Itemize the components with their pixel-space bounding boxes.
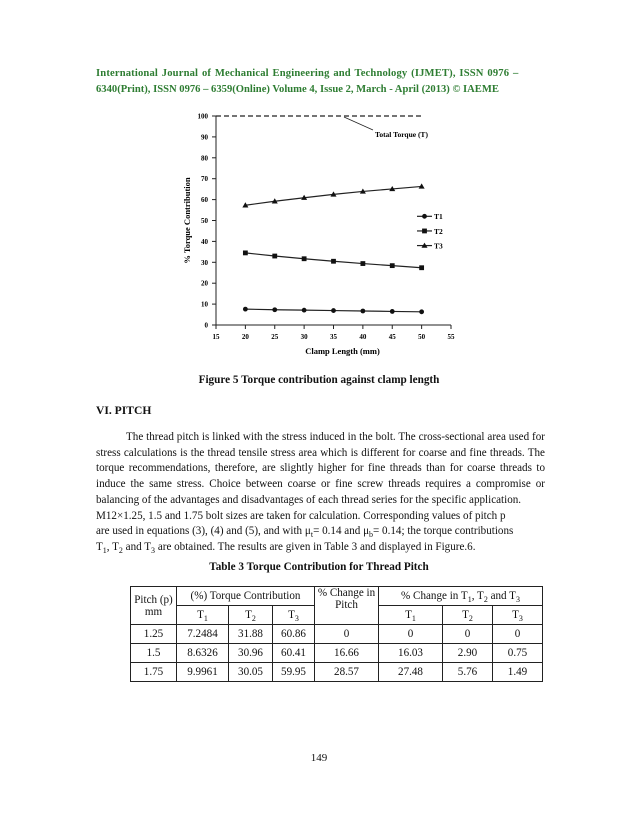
table-cell: 27.48 — [379, 663, 443, 682]
subscript: 1 — [411, 614, 416, 624]
text-fragment: T — [197, 609, 204, 621]
table-cell: 0 — [315, 625, 379, 644]
data-point-t2 — [302, 256, 307, 261]
table-cell: 7.2484 — [177, 625, 229, 644]
table-cell: 60.41 — [273, 644, 315, 663]
header-change-t — [379, 587, 543, 606]
x-tick-label: 30 — [300, 333, 308, 341]
table-cell: 16.03 — [379, 644, 443, 663]
y-axis-label: % Torque Contribution — [182, 177, 192, 264]
table-cell: 0 — [443, 625, 493, 644]
subscript: 1 — [467, 595, 472, 605]
figure-caption: Figure 5 Torque contribution against clamp length — [198, 374, 440, 386]
legend-marker-t2 — [422, 229, 427, 234]
subheader-change-t2 — [443, 606, 493, 625]
table-cell: 30.96 — [229, 644, 273, 663]
x-tick-label: 20 — [241, 333, 249, 341]
text-fragment: T — [462, 609, 469, 621]
text-fragment: , T — [106, 540, 119, 553]
table-cell: 1.5 — [131, 644, 177, 663]
x-tick-label: 25 — [271, 333, 279, 341]
text-fragment: T — [245, 609, 252, 621]
annotation-leader-line — [344, 117, 373, 130]
y-tick-label: 50 — [201, 217, 208, 225]
paragraph-line-a: M12×1.25, 1.5 and 1.75 bolt sizes are taken for calculation. Corresponding values of pitch p — [96, 509, 506, 522]
table-cell: 5.76 — [443, 663, 493, 682]
x-tick-label: 50 — [418, 333, 426, 341]
legend-label-t3: T3 — [434, 241, 443, 251]
y-tick-label: 60 — [201, 196, 208, 205]
data-point-t2 — [272, 254, 277, 259]
text-fragment: T — [512, 609, 519, 621]
subscript: t — [310, 530, 314, 540]
table-cell: 28.57 — [315, 663, 379, 682]
table-header-row — [131, 587, 543, 606]
data-point-t2 — [360, 261, 365, 266]
text-fragment: % Change in T — [401, 590, 468, 602]
table-cell: 0 — [379, 625, 443, 644]
y-tick-label: 30 — [201, 258, 208, 267]
table-cell: 60.86 — [273, 625, 315, 644]
data-point-t1 — [331, 308, 336, 313]
header-change-pitch: % Change in Pitch — [315, 587, 379, 625]
y-tick-label: 70 — [201, 175, 208, 184]
table-cell: 9.9961 — [177, 663, 229, 682]
subscript: 2 — [118, 546, 123, 556]
body-text — [96, 430, 545, 556]
text-fragment: T — [405, 609, 412, 621]
text-fragment: T — [288, 609, 295, 621]
data-point-t1 — [390, 309, 395, 314]
subheader-change-t1 — [379, 606, 443, 625]
data-point-t1 — [302, 308, 307, 313]
data-point-t1 — [419, 309, 424, 314]
y-tick-label: 20 — [201, 279, 208, 288]
x-tick-label: 40 — [359, 333, 367, 341]
subscript: 1 — [102, 546, 107, 556]
table-cell: 59.95 — [273, 663, 315, 682]
paragraph-line-c — [96, 540, 545, 556]
table-cell: 31.88 — [229, 625, 273, 644]
section-title: VI. PITCH — [96, 404, 152, 417]
text-fragment: T — [96, 540, 103, 553]
data-point-t2 — [390, 263, 395, 268]
subheader-t2 — [229, 606, 273, 625]
table-cell: 8.6326 — [177, 644, 229, 663]
subscript: 3 — [515, 595, 520, 605]
subheader-t3 — [273, 606, 315, 625]
y-tick-label: 100 — [197, 112, 208, 121]
table-cell: 1.25 — [131, 625, 177, 644]
subscript: b — [369, 530, 374, 540]
x-tick-label: 55 — [447, 333, 455, 341]
legend-label-t2: T2 — [434, 226, 443, 236]
y-tick-label: 0 — [204, 321, 208, 330]
legend-label-t1: T1 — [434, 212, 443, 222]
table-cell: 1.75 — [131, 663, 177, 682]
data-point-t1 — [272, 307, 277, 312]
x-axis-label: Clamp Length (mm) — [305, 346, 380, 356]
subscript: 2 — [468, 614, 473, 624]
table-row — [131, 644, 543, 663]
torque-contribution-chart — [0, 0, 638, 370]
table-cell: 1.49 — [493, 663, 543, 682]
torque-table — [130, 586, 543, 682]
page-number: 149 — [310, 752, 328, 764]
subscript: 2 — [251, 614, 256, 624]
table-title: Table 3 Torque Contribution for Thread Pitch — [209, 561, 429, 573]
paragraph-line-b — [96, 524, 545, 540]
y-tick-label: 80 — [201, 154, 208, 163]
header-torque-contribution: (%) Torque Contribution — [177, 587, 315, 606]
subheader-t1 — [177, 606, 229, 625]
journal-header-line2: 6340(Print), ISSN 0976 – 6359(Online) Volume 4, Issue 2, March - April (2013) © IAEME — [96, 83, 499, 95]
table-cell: 16.66 — [315, 644, 379, 663]
subscript: 3 — [294, 614, 299, 624]
text-fragment: are used in equations (3), (4) and (5), and with μ — [96, 525, 311, 538]
paragraph-intro: The thread pitch is linked with the stress induced in the bolt. The cross-sectional area used for stress calculations is the thread tensile stress area which is different for coarse and fine threads. The torque recommendations, therefore, are slightly higher for fine threads than for coarse threads to induce the same stress. Choice between coarse or fine screw threads requires a compromise or balancing of the advantages and disadvantages of each thread series for the specific application. — [96, 431, 545, 506]
text-fragment: = 0.14 and μ — [313, 525, 370, 538]
subscript: 2 — [483, 595, 488, 605]
table-cell: 0 — [493, 625, 543, 644]
text-fragment: and T — [487, 590, 516, 602]
journal-header-line1: International Journal of Mechanical Engineering and Technology (IJMET), ISSN 0976 – — [96, 68, 519, 79]
table-cell: 2.90 — [443, 644, 493, 663]
y-tick-label: 10 — [201, 300, 208, 309]
subscript: 3 — [151, 546, 156, 556]
data-point-t1 — [243, 307, 248, 312]
text-fragment: are obtained. The results are given in Table 3 and displayed in Figure.6. — [155, 540, 476, 553]
x-tick-label: 35 — [330, 333, 337, 341]
y-tick-label: 40 — [201, 237, 208, 246]
annotation-total-torque: Total Torque (T) — [375, 130, 428, 139]
subscript: 3 — [518, 614, 523, 624]
text-fragment: = 0.14; the torque contributions — [373, 525, 514, 538]
legend-marker-t1 — [422, 214, 427, 219]
x-tick-label: 45 — [388, 333, 396, 341]
data-point-t2 — [331, 259, 336, 264]
data-point-t1 — [360, 309, 365, 314]
data-point-t2 — [243, 250, 248, 255]
table-row — [131, 663, 543, 682]
x-tick-label: 15 — [212, 333, 220, 341]
data-point-t2 — [419, 265, 424, 270]
table-cell: 30.05 — [229, 663, 273, 682]
table-row — [131, 625, 543, 644]
y-tick-label: 90 — [201, 133, 208, 142]
text-fragment: , T — [471, 590, 484, 602]
text-fragment: and T — [122, 540, 152, 553]
subscript: 1 — [203, 614, 208, 624]
table-cell: 0.75 — [493, 644, 543, 663]
header-pitch: Pitch (p) mm — [131, 587, 177, 625]
subheader-change-t3 — [493, 606, 543, 625]
